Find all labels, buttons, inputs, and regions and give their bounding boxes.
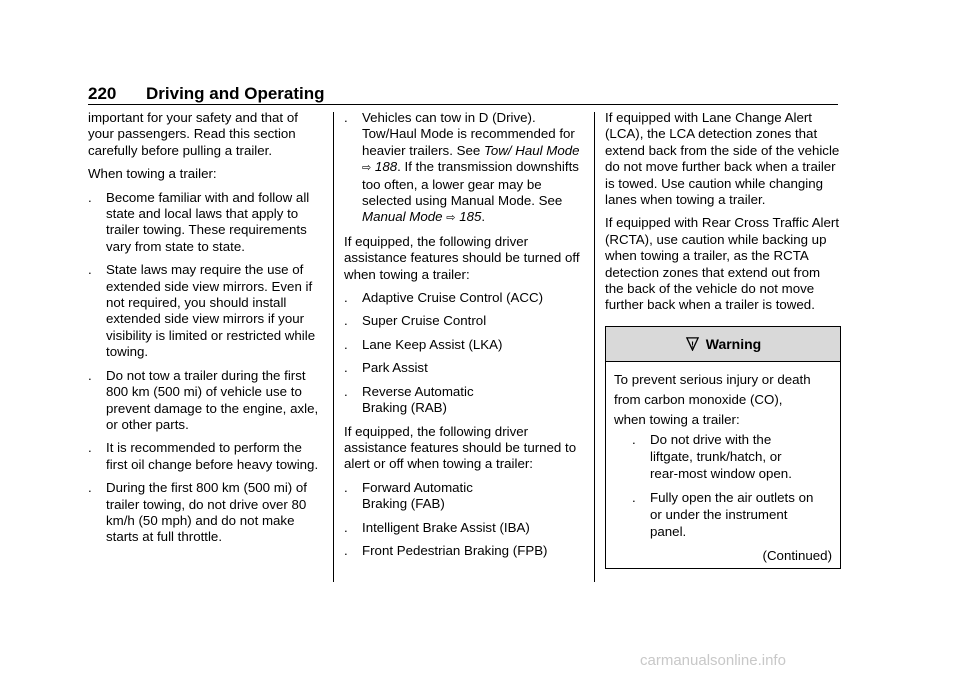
list-item: . Adaptive Cruise Control (ACC) bbox=[344, 290, 544, 306]
header-rule bbox=[88, 104, 838, 105]
column-2 bbox=[344, 110, 582, 566]
page-ref-arrow-icon: ⇨ bbox=[446, 212, 456, 225]
lead-paragraph: When towing a trailer: bbox=[88, 166, 217, 182]
column-divider bbox=[594, 112, 595, 582]
section-title: Driving and Operating bbox=[146, 84, 325, 103]
continued-label: (Continued) bbox=[762, 547, 832, 563]
list-item: . It is recommended to perform the first oil change before heavy towing. bbox=[88, 440, 319, 472]
watermark: carmanualsonline.info bbox=[640, 652, 786, 669]
column-3 bbox=[605, 110, 841, 569]
list-item: . Reverse Automatic Braking (RAB) bbox=[344, 383, 474, 416]
list-item: . Intelligent Brake Assist (IBA) bbox=[344, 519, 530, 535]
list-item: . Do not drive with the liftgate, trunk/hatch, or rear-most window open. bbox=[632, 431, 792, 481]
warning-line: when towing a trailer: bbox=[614, 411, 740, 427]
page-number: 220 bbox=[88, 84, 117, 103]
cross-reference-link[interactable]: Manual Mode bbox=[362, 209, 443, 225]
warning-line: To prevent serious injury or death bbox=[614, 371, 811, 387]
list-item: . Fully open the air outlets on or under the instrument panel. bbox=[632, 489, 814, 539]
list-item: . Park Assist bbox=[344, 360, 428, 376]
page-ref-arrow-icon: ⇨ bbox=[362, 162, 372, 175]
intro-paragraph: important for your safety and that of your passengers. Read this section carefully before pulling a trailer. bbox=[88, 110, 298, 158]
page-header bbox=[88, 84, 325, 104]
list-item: . Lane Keep Assist (LKA) bbox=[344, 336, 503, 352]
svg-text:!: ! bbox=[690, 339, 694, 350]
column-divider bbox=[333, 112, 334, 582]
paragraph: If equipped with Rear Cross Traffic Alert (RCTA), use caution while backing up when towing a trailer, as the RCTA detection zones that extend out from the back of the vehicle do not move further back when a trailer is towed. bbox=[605, 215, 840, 313]
list-item: . State laws may require the use of extended side view mirrors. Even if not required, you should install extended side view mirrors if your visibility is limited or restricted while towing. bbox=[88, 262, 316, 360]
paragraph: If equipped with Lane Change Alert (LCA), the LCA detection zones that extend back from the side of the vehicle do not move further back when a trailer is towed. Use caution while changing lanes when towing a trailer. bbox=[605, 110, 840, 208]
column-1 bbox=[88, 110, 324, 553]
page-reference: 188 bbox=[374, 159, 398, 175]
warning-icon bbox=[685, 336, 700, 351]
list-item: . Vehicles can tow in D (Drive). Tow/Haul Mode is recommended for heavier trailers. See Tow/ Haul Mode ⇨ 188. If the transmission downshifts too often, a lower gear may be selected using Manual Mode. See Manual Mode ⇨ 185. bbox=[344, 110, 580, 225]
warning-line: from carbon monoxide (CO), bbox=[614, 391, 783, 407]
page-reference: 185 bbox=[459, 209, 482, 225]
list-item: . Front Pedestrian Braking (FPB) bbox=[344, 542, 548, 558]
list-item: . During the first 800 km (500 mi) of trailer towing, do not drive over 80 km/h (50 mph) and do not make starts at full throttle. bbox=[88, 480, 308, 545]
cross-reference-link[interactable]: Tow/ Haul Mode bbox=[483, 142, 580, 158]
warning-title: Warning bbox=[705, 335, 762, 352]
warning-box bbox=[605, 326, 841, 569]
list-item: . Super Cruise Control bbox=[344, 313, 487, 329]
paragraph: If equipped, the following driver assistance features should be turned off when towing a trailer: bbox=[344, 233, 580, 282]
warning-body bbox=[606, 362, 840, 568]
list-item: . Become familiar with and follow all state and local laws that apply to trailer towing. These requirements vary from state to state. bbox=[88, 189, 310, 254]
warning-header bbox=[606, 327, 840, 362]
list-item: . Do not tow a trailer during the first 800 km (500 mi) of vehicle use to prevent damage to the engine, axle, or other parts. bbox=[88, 367, 319, 432]
list-item: . Forward Automatic Braking (FAB) bbox=[344, 479, 473, 512]
paragraph: If equipped, the following driver assistance features should be turned to alert or off when towing a trailer: bbox=[344, 423, 577, 472]
